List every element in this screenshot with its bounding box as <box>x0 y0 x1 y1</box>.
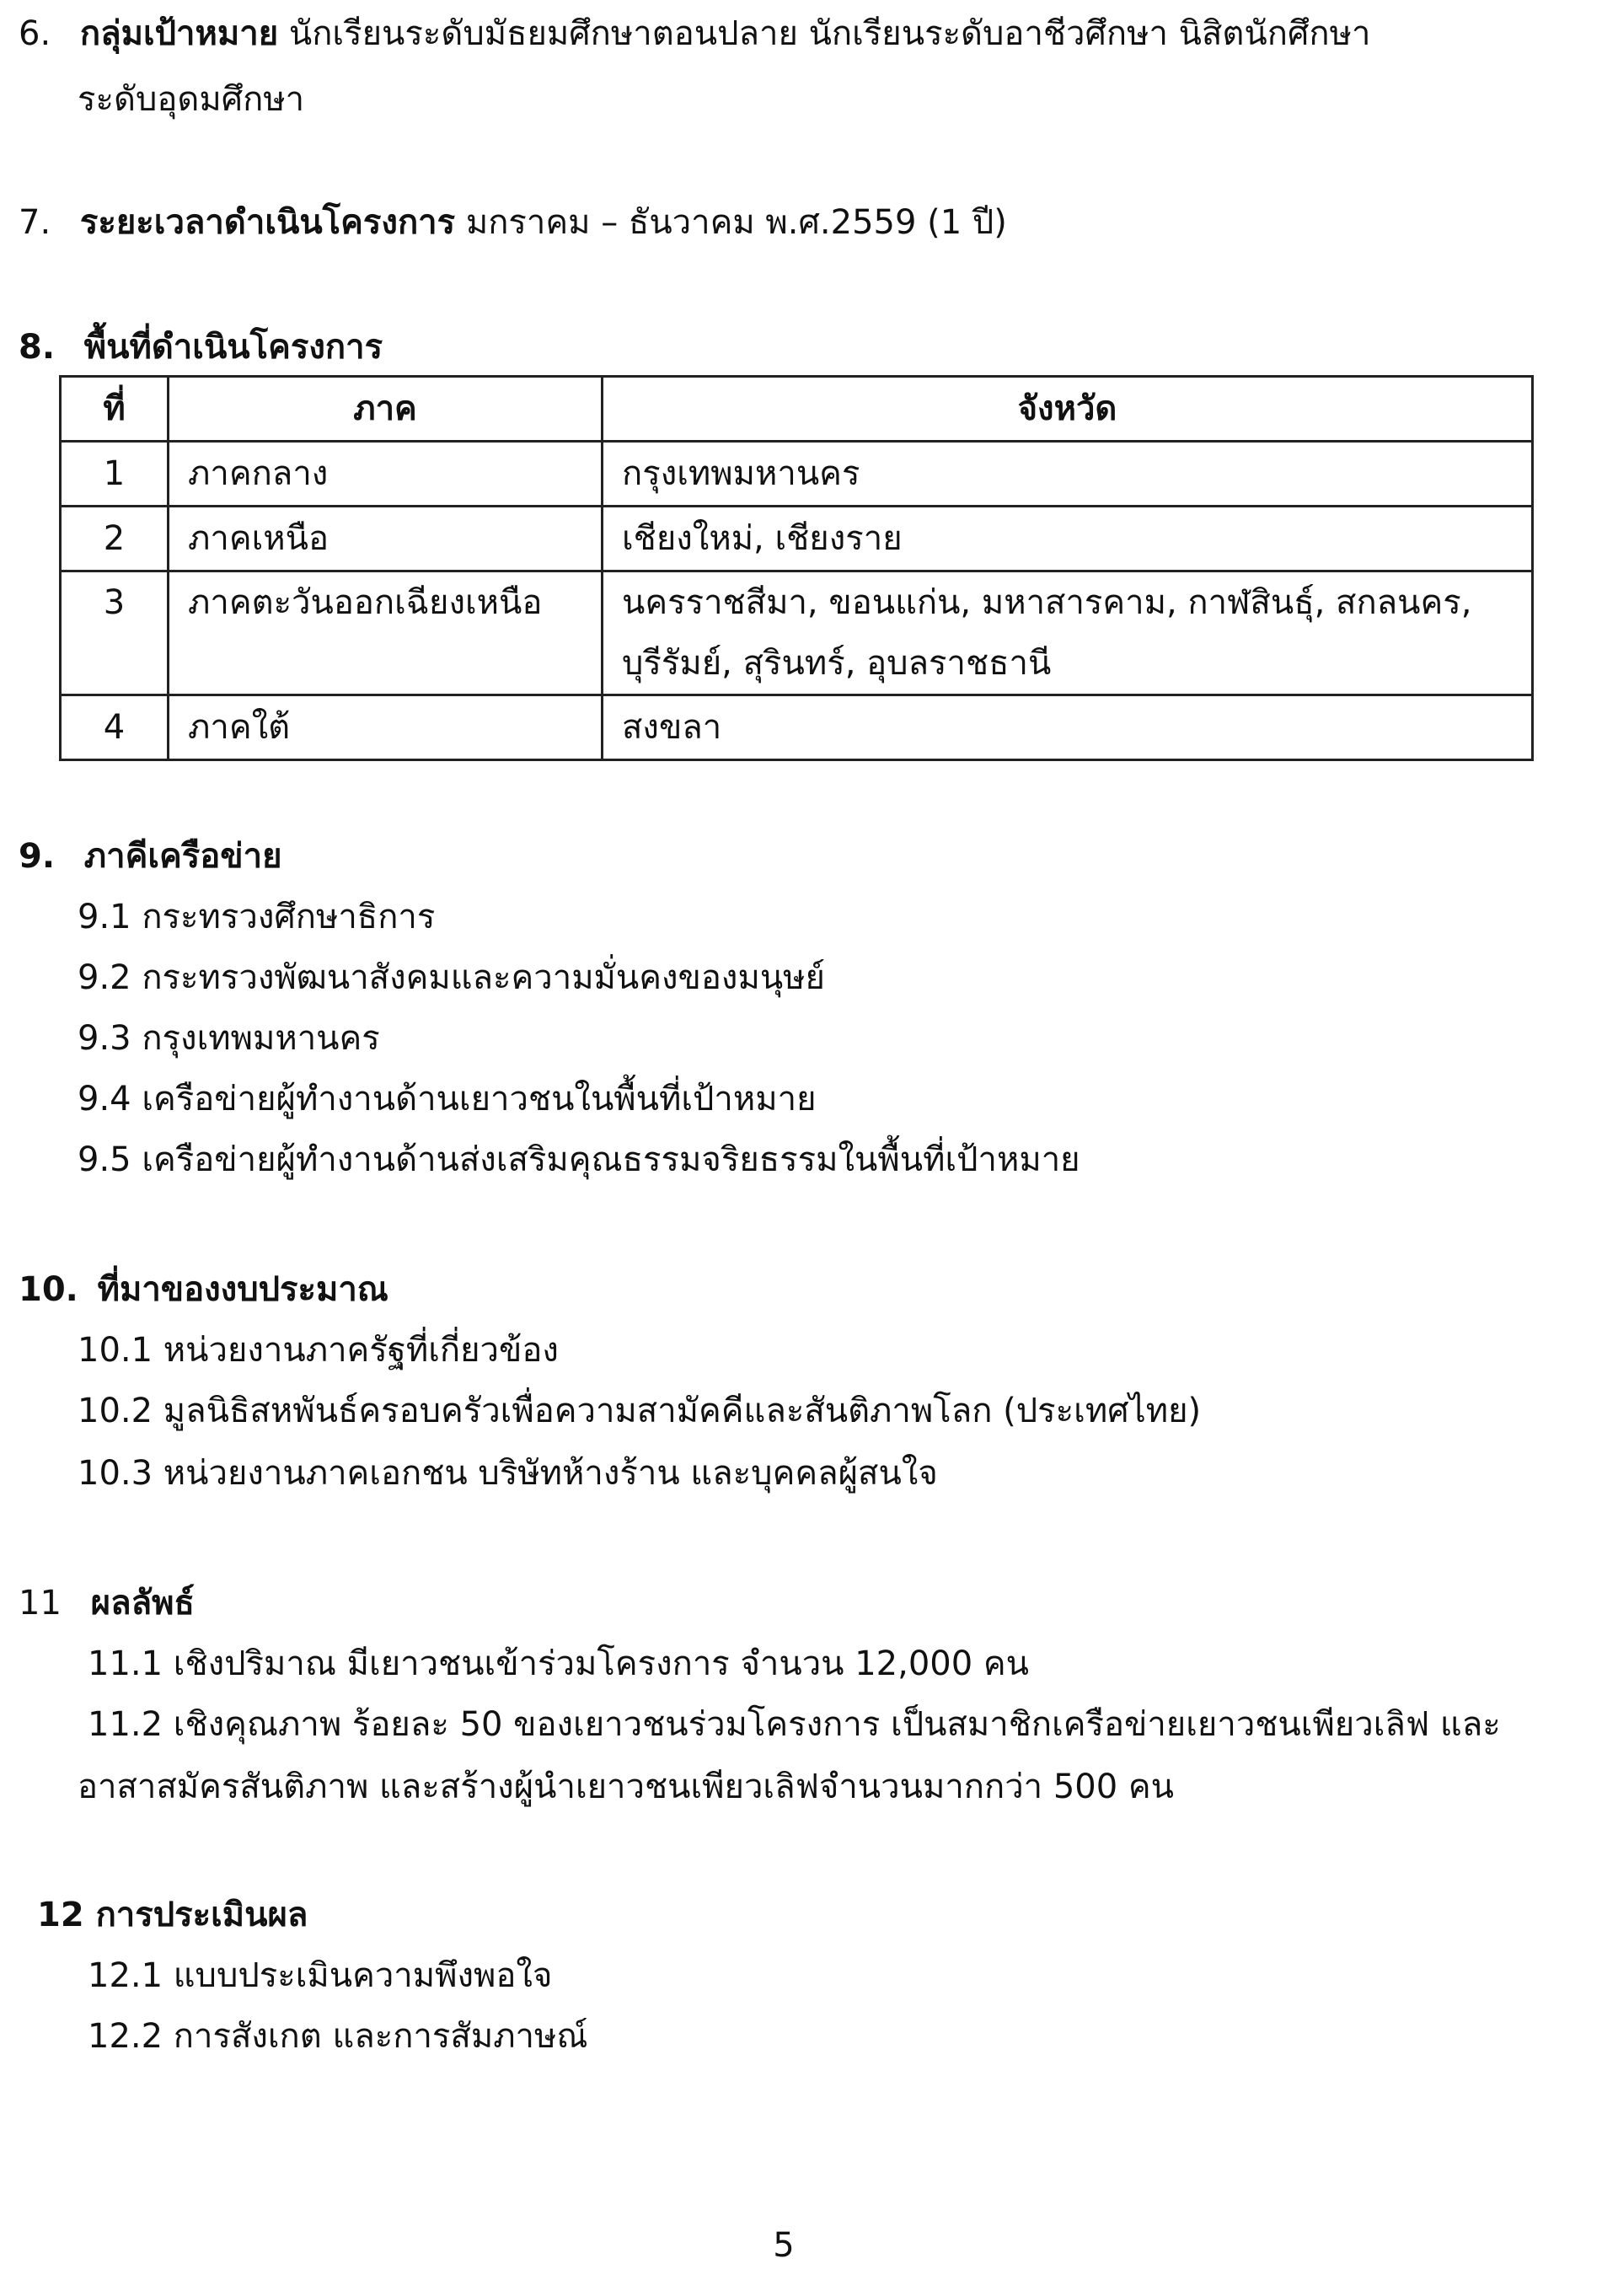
list-item: 12.1 แบบประเมินความพึงพอใจ <box>88 1956 553 1995</box>
list-item: 10.3 หน่วยงานภาคเอกชน บริษัทห้างร้าน และบุคคลผู้สนใจ <box>78 1454 938 1493</box>
row-number: 4 <box>61 695 169 760</box>
table-header-province: จังหวัด <box>603 377 1533 442</box>
section-6-text: นักเรียนระดับมัธยมศึกษาตอนปลาย นักเรียนระดับอาชีวศึกษา นิสิตนักศึกษา <box>278 14 1371 53</box>
row-region: ภาคใต้ <box>169 695 603 760</box>
section-10-number: 10. <box>19 1270 78 1309</box>
table-row <box>61 571 1533 695</box>
section-12-label: 12 การประเมินผล <box>37 1896 308 1934</box>
section-12 <box>37 1893 308 1937</box>
list-item: 9.2 กระทรวงพัฒนาสังคมและความมั่นคงของมนุษย์ <box>78 958 825 997</box>
section-6-number: 6. <box>19 14 51 53</box>
list-item: 9.5 เครือข่ายผู้ทำงานด้านส่งเสริมคุณธรรมจริยธรรมในพื้นที่เป้าหมาย <box>78 1140 1080 1179</box>
row-provinces: สงขลา <box>603 695 1533 760</box>
table-row <box>61 507 1533 571</box>
section-9 <box>19 834 282 878</box>
section-6-label: กลุ่มเป้าหมาย <box>79 14 279 53</box>
table-row <box>61 442 1533 507</box>
row-provinces-line1: นครราชสีมา, ขอนแก่น, มหาสารคาม, กาฬสินธุ์, สกลนคร, <box>622 583 1472 622</box>
list-item: 11.2 เชิงคุณภาพ ร้อยละ 50 ของเยาวชนร่วมโครงการ เป็นสมาชิกเครือข่ายเยาวชนเพียวเลิฟ และ <box>88 1705 1501 1744</box>
list-item-continued: อาสาสมัครสันติภาพ และสร้างผู้นำเยาวชนเพียวเลิฟจำนวนมากกว่า 500 คน <box>78 1768 1175 1806</box>
section-10 <box>19 1268 388 1312</box>
section-7-label: ระยะเวลาดำเนินโครงการ <box>79 203 456 242</box>
section-9-label: ภาคีเครือข่าย <box>83 837 282 876</box>
row-provinces <box>603 571 1533 695</box>
table-header-region: ภาค <box>169 377 603 442</box>
list-item: 11.1 เชิงปริมาณ มีเยาวชนเข้าร่วมโครงการ จำนวน 12,000 คน <box>88 1644 1030 1683</box>
section-7-number: 7. <box>19 203 51 242</box>
page-number: 5 <box>773 2226 795 2265</box>
section-8-label: พื้นที่ดำเนินโครงการ <box>83 328 383 367</box>
list-item: 12.2 การสังเกต และการสัมภาษณ์ <box>88 2017 588 2056</box>
row-number: 2 <box>61 507 169 571</box>
section-11-label: ผลลัพธ์ <box>90 1584 195 1623</box>
table-header-row <box>61 377 1533 442</box>
table-header-no: ที่ <box>61 377 169 442</box>
section-6-text-line2: ระดับอุดมศึกษา <box>78 80 305 119</box>
row-region: ภาคตะวันออกเฉียงเหนือ <box>169 571 603 695</box>
section-7 <box>19 201 1007 244</box>
section-10-label: ที่มาของงบประมาณ <box>97 1270 388 1309</box>
section-7-text: มกราคม – ธันวาคม พ.ศ.2559 (1 ปี) <box>455 203 1007 242</box>
section-8 <box>19 325 383 369</box>
row-provinces: กรุงเทพมหานคร <box>603 442 1533 507</box>
list-item: 9.3 กรุงเทพมหานคร <box>78 1019 380 1058</box>
list-item: 9.4 เครือข่ายผู้ทำงานด้านเยาวชนในพื้นที่เป้าหมาย <box>78 1080 817 1118</box>
row-region: ภาคเหนือ <box>169 507 603 571</box>
row-provinces-line2: บุรีรัมย์, สุรินทร์, อุบลราชธานี <box>622 644 1052 683</box>
row-number: 3 <box>61 571 169 695</box>
list-item: 9.1 กระทรวงศึกษาธิการ <box>78 898 436 936</box>
list-item: 10.2 มูลนิธิสหพันธ์ครอบครัวเพื่อความสามัคคีและสันติภาพโลก (ประเทศไทย) <box>78 1392 1202 1430</box>
section-11 <box>19 1581 195 1625</box>
area-table <box>59 375 1534 761</box>
table-row <box>61 695 1533 760</box>
row-number: 1 <box>61 442 169 507</box>
section-11-number: 11 <box>19 1584 62 1623</box>
row-region: ภาคกลาง <box>169 442 603 507</box>
section-9-number: 9. <box>19 837 56 876</box>
section-6 <box>19 12 1370 56</box>
row-provinces: เชียงใหม่, เชียงราย <box>603 507 1533 571</box>
list-item: 10.1 หน่วยงานภาครัฐที่เกี่ยวข้อง <box>78 1331 559 1370</box>
section-8-number: 8. <box>19 328 56 367</box>
